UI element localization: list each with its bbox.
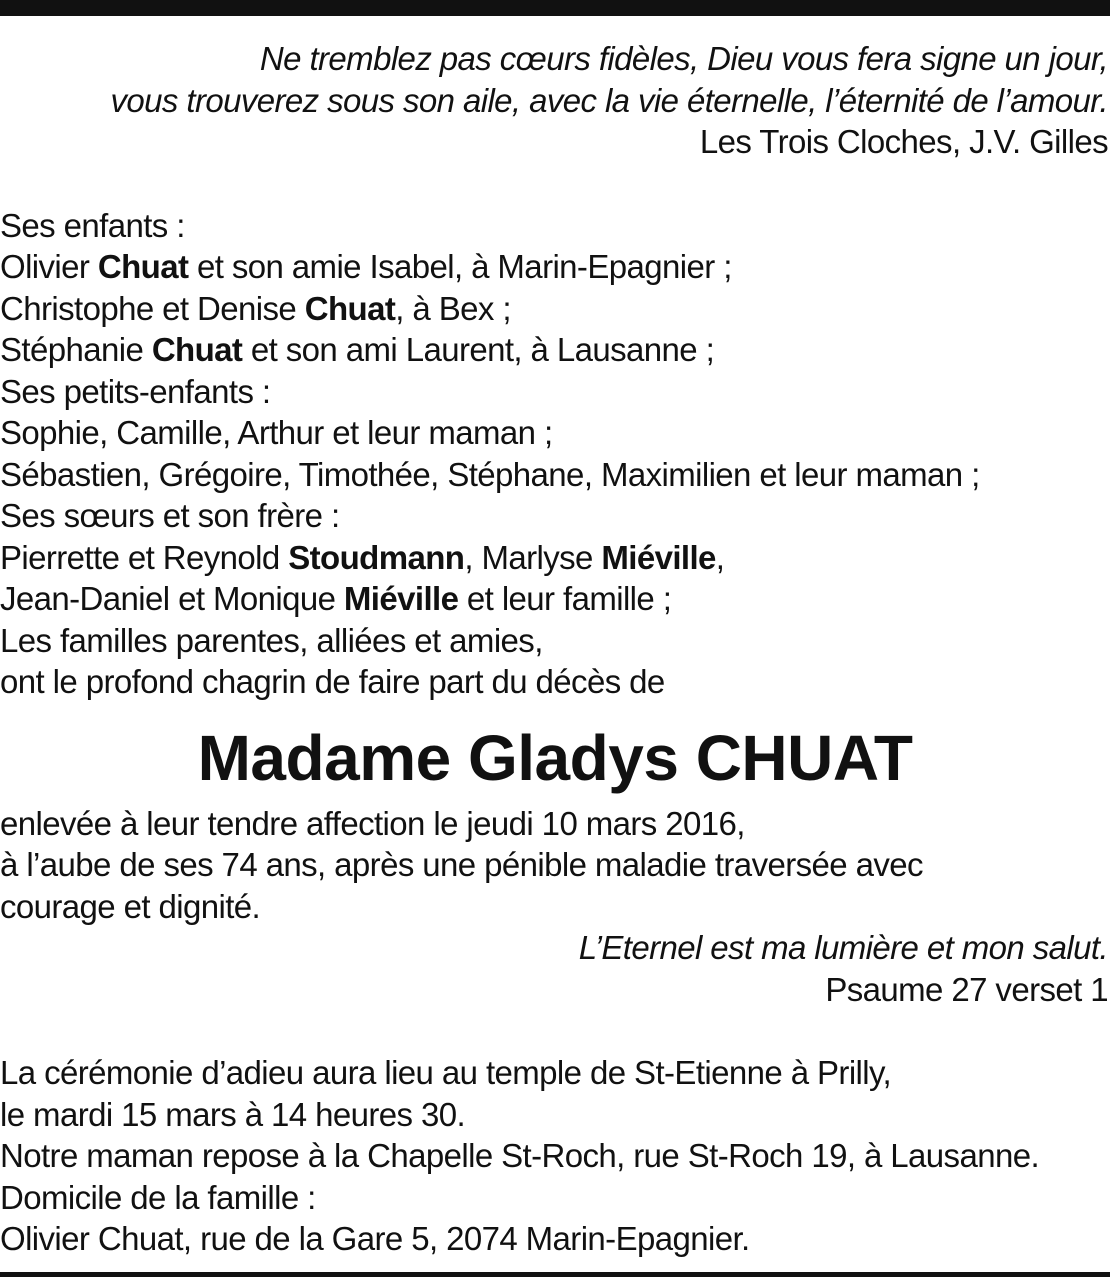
child-line-2: Christophe et Denise Chuat, à Bex ; bbox=[0, 289, 511, 327]
passing-details bbox=[0, 803, 1110, 928]
ceremony-line-5: Olivier Chuat, rue de la Gare 5, 2074 Marin-Epagnier. bbox=[0, 1220, 750, 1257]
top-border-rule bbox=[0, 0, 1110, 16]
passing-line-1: enlevée à leur tendre affection le jeudi 10 mars 2016, bbox=[0, 804, 745, 842]
family-list bbox=[0, 205, 1110, 703]
sibling-line-1: Pierrette et Reynold Stoudmann, Marlyse Miéville, bbox=[0, 538, 725, 576]
relatives-line: Les familles parentes, alliées et amies, bbox=[0, 621, 543, 659]
passing-line-2: à l’aube de ses 74 ans, après une pénible maladie traversée avec bbox=[0, 846, 923, 883]
family-name: Chuat bbox=[304, 289, 396, 327]
opening-quote bbox=[0, 16, 1110, 163]
deceased-name: Madame Gladys CHUAT bbox=[197, 721, 913, 794]
ceremony-details bbox=[0, 1052, 1110, 1260]
ceremony-line-3: Notre maman repose à la Chapelle St-Roch, rue St-Roch 19, à Lausanne. bbox=[0, 1137, 1040, 1174]
grandchildren-line-2: Sébastien, Grégoire, Timothée, Stéphane, Maximilien et leur maman ; bbox=[0, 455, 980, 493]
child-line-1: Olivier Chuat et son amie Isabel, à Marin-Epagnier ; bbox=[0, 248, 732, 285]
passing-line-3: courage et dignité. bbox=[0, 887, 261, 925]
siblings-heading: Ses sœurs et son frère : bbox=[0, 497, 340, 534]
ceremony-line-1: La cérémonie d’adieu aura lieu au temple de St-Etienne à Prilly, bbox=[0, 1054, 892, 1091]
obituary-notice bbox=[0, 16, 1110, 1260]
announcement-line: ont le profond chagrin de faire part du décès de bbox=[0, 663, 665, 700]
quote-line-1: Ne tremblez pas cœurs fidèles, Dieu vous fera signe un jour, bbox=[259, 40, 1108, 77]
children-heading: Ses enfants : bbox=[0, 206, 185, 244]
family-name: Chuat bbox=[97, 248, 189, 285]
bible-verse bbox=[0, 927, 1110, 1010]
family-name: Miéville bbox=[601, 538, 716, 576]
grandchildren-heading: Ses petits-enfants : bbox=[0, 372, 271, 410]
verse-text: L’Eternel est ma lumière et mon salut. bbox=[578, 929, 1108, 966]
quote-line-2: vous trouverez sous son aile, avec la vie éternelle, l’éternité de l’amour. bbox=[110, 81, 1108, 119]
quote-source: Les Trois Cloches, J.V. Gilles bbox=[699, 123, 1108, 160]
bottom-border-rule bbox=[0, 1272, 1110, 1277]
sibling-line-2: Jean-Daniel et Monique Miéville et leur famille ; bbox=[0, 580, 672, 617]
grandchildren-line-1: Sophie, Camille, Arthur et leur maman ; bbox=[0, 414, 553, 451]
family-name: Miéville bbox=[343, 580, 459, 617]
ceremony-line-2: le mardi 15 mars à 14 heures 30. bbox=[0, 1095, 466, 1133]
family-name: Chuat bbox=[151, 331, 243, 368]
child-line-3: Stéphanie Chuat et son ami Laurent, à Lausanne ; bbox=[0, 331, 715, 368]
verse-source: Psaume 27 verset 1 bbox=[825, 970, 1108, 1008]
family-name: Stoudmann bbox=[288, 538, 465, 576]
ceremony-line-4: Domicile de la famille : bbox=[0, 1178, 316, 1216]
